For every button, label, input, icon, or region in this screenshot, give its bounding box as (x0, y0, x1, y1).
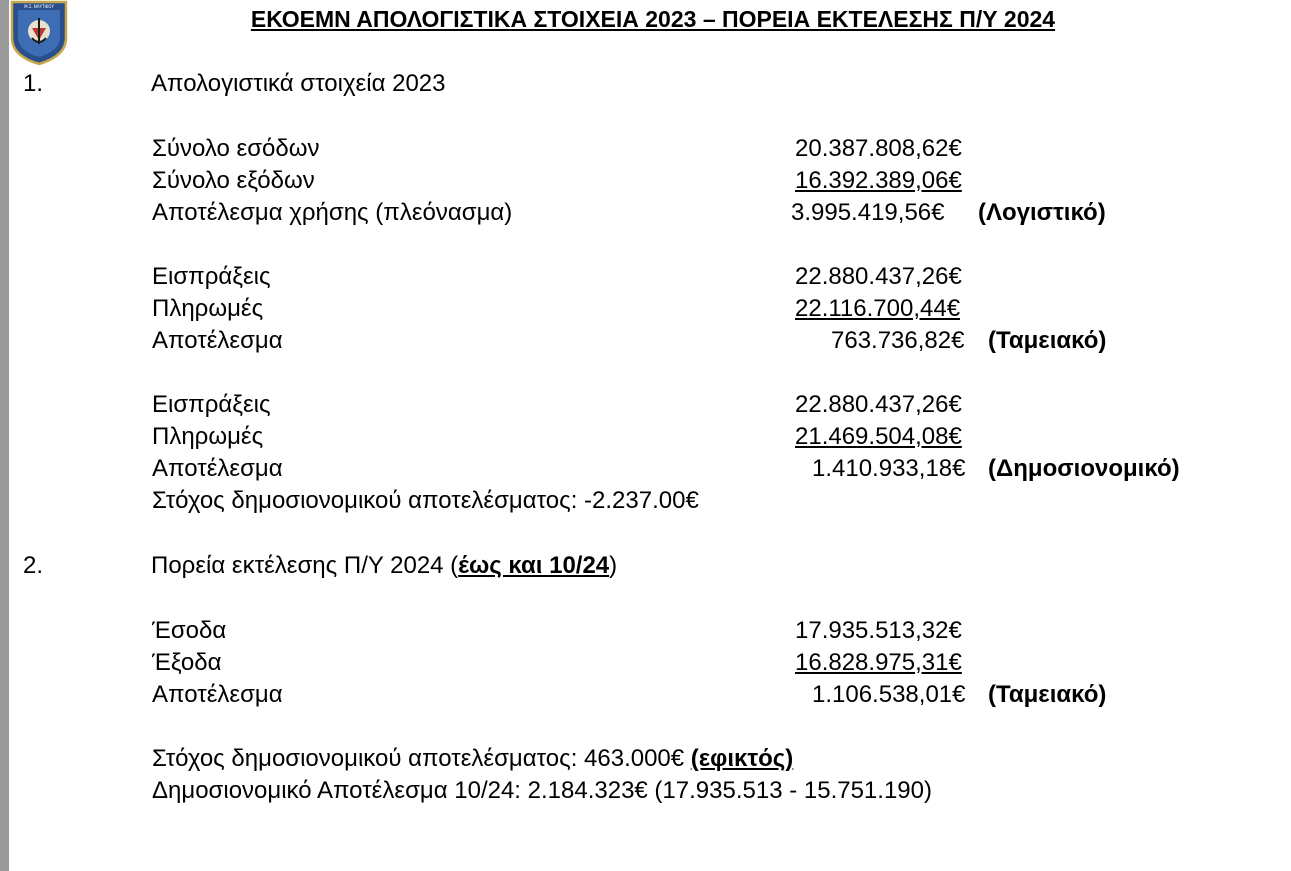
row-label: Αποτέλεσμα (152, 327, 283, 354)
section-1-heading: Απολογιστικά στοιχεία 2023 (151, 70, 446, 97)
row-value: 1.410.933,18€ (812, 455, 966, 482)
row-label: Σύνολο εξόδων (152, 167, 315, 194)
row-label: Αποτέλεσμα (152, 455, 283, 482)
row-note: (Δημοσιονομικό) (988, 455, 1180, 482)
fiscal-result-2024: Δημοσιονομικό Αποτέλεσμα 10/24: 2.184.323€ (17.935.513 - 15.751.190) (152, 777, 932, 804)
row-value: 763.736,82€ (831, 327, 965, 354)
row-label: Σύνολο εσόδων (152, 135, 320, 162)
row-note: (Ταμειακό) (988, 681, 1107, 708)
fiscal-target-2023: Στόχος δημοσιονομικού αποτελέσματος: -2.237.00€ (152, 487, 699, 514)
row-value: 3.995.419,56€ (791, 199, 945, 226)
row-value: 16.828.975,31€ (795, 649, 962, 676)
left-edge-bar (0, 0, 9, 871)
row-note: (Ταμειακό) (988, 327, 1107, 354)
page-title: ΕΚΟΕΜΝ ΑΠΟΛΟΓΙΣΤΙΚΑ ΣΤΟΙΧΕΙΑ 2023 – ΠΟΡΕΙΑ ΕΚΤΕΛΕΣΗΣ Π/Υ 2024 (250, 6, 1056, 32)
section-1-number: 1. (23, 70, 44, 97)
row-value: 22.880.437,26€ (795, 263, 962, 290)
row-value: 17.935.513,32€ (795, 617, 962, 644)
row-label: Πληρωμές (152, 423, 264, 450)
row-value: 20.387.808,62€ (795, 135, 962, 162)
row-value: 21.469.504,08€ (795, 423, 962, 450)
fiscal-target-2024-status: (εφικτός) (690, 745, 794, 772)
row-value: 16.392.389,06€ (795, 167, 962, 194)
row-value: 1.106.538,01€ (812, 681, 966, 708)
fiscal-target-2024-text: Στόχος δημοσιονομικού αποτελέσματος: 463.000€ (152, 745, 691, 772)
row-label: Πληρωμές (152, 295, 264, 322)
svg-text:Μ.Σ. ΝΑΥΤΙΚΟΥ: Μ.Σ. ΝΑΥΤΙΚΟΥ (24, 4, 54, 9)
row-label: Εισπράξεις (152, 263, 271, 290)
section-2-number: 2. (23, 552, 44, 579)
fiscal-target-2024 (152, 745, 793, 773)
row-label: Εισπράξεις (152, 391, 271, 418)
row-label: Αποτέλεσμα (152, 681, 283, 708)
row-note: (Λογιστικό) (978, 199, 1106, 226)
section-2-heading (151, 552, 617, 580)
section-2-heading-close: ) (609, 552, 618, 579)
section-2-heading-period: έως και 10/24 (458, 552, 610, 579)
row-label: Έξοδα (152, 649, 222, 676)
row-value: 22.116.700,44€ (795, 295, 961, 322)
row-value: 22.880.437,26€ (795, 391, 962, 418)
section-2-heading-text: Πορεία εκτέλεσης Π/Υ 2024 ( (151, 552, 459, 579)
row-label: Αποτέλεσμα χρήσης (πλεόνασμα) (152, 199, 513, 226)
row-label: Έσοδα (152, 617, 227, 644)
